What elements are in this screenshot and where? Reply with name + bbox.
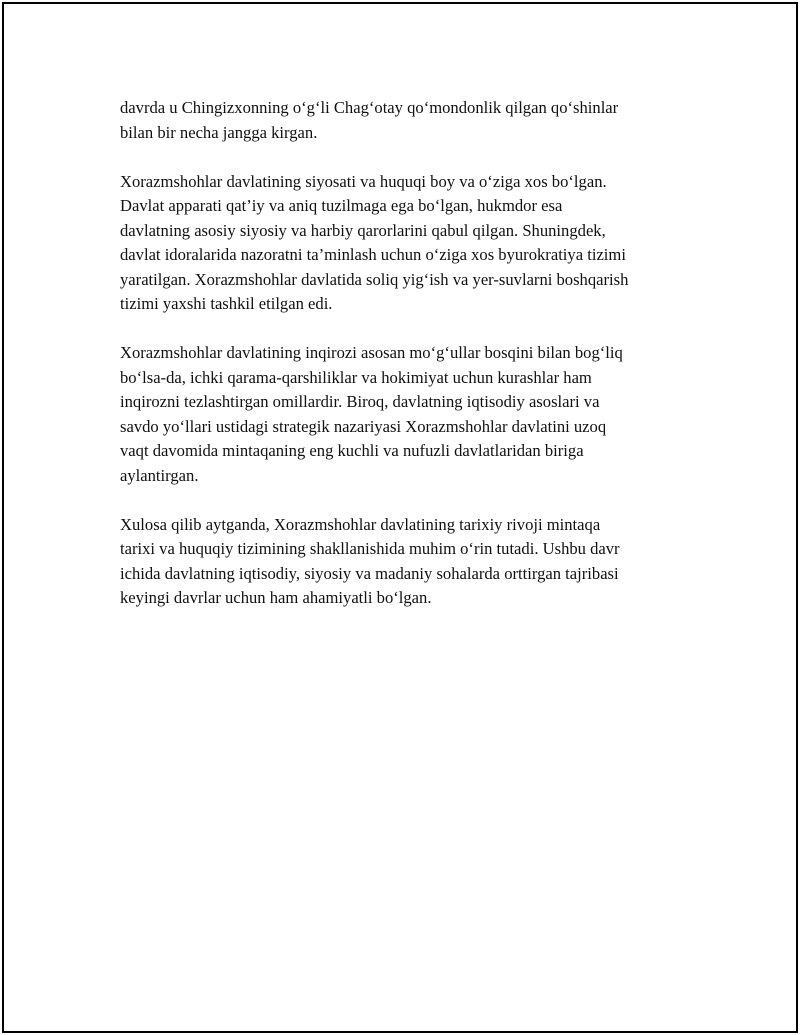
text-line: bo‘lsa-da, ichki qarama-qarshiliklar va hokimiyat uchun kurashlar ham [120,367,592,387]
text-line: ichida davlatning iqtisodiy, siyosiy va madaniy sohalarda orttirgan tajribasi [120,563,619,583]
text-line: davrda u Chingizxonning o‘g‘li Chag‘otay qo‘mondonlik qilgan qo‘shinlar [120,98,619,117]
text-line: davlatning asosiy siyosiy va harbiy qarorlarini qabul qilgan. Shuningdek, [120,220,606,240]
paragraph-3 [120,341,700,488]
text-line: Xorazmshohlar davlatining siyosati va huquqi boy va o‘ziga xos bo‘lgan. [120,171,607,191]
text-line: keyingi davrlar uchun ham ahamiyatli bo‘lgan. [120,588,432,607]
text-line: aylantirgan. [120,465,199,485]
text-line: bilan bir necha jangga kirgan. [120,122,318,142]
document-page [2,2,798,1033]
text-line: Xulosa qilib aytganda, Xorazmshohlar davlatining tarixiy rivoji mintaqa [120,514,601,534]
text-line: yaratilgan. Xorazmshohlar davlatida soliq yig‘ish va yer-suvlarni boshqarish [120,269,629,289]
text-line: davlat idoralarida nazoratni ta’minlash uchun o‘ziga xos byurokratiya tizimi [120,245,626,264]
document-body [120,96,700,635]
paragraph-4 [120,513,700,611]
text-line: vaqt davomida mintaqaning eng kuchli va nufuzli davlatlaridan biriga [120,441,584,460]
text-line: inqirozni tezlashtirgan omillardir. Biroq, davlatning iqtisodiy asoslari va [120,392,600,411]
paragraph-1 [120,96,700,145]
text-line: Davlat apparati qat’iy va aniq tuzilmaga ega bo‘lgan, hukmdor esa [120,196,563,215]
text-line: tarixi va huquqiy tizimining shakllanishida muhim o‘rin tutadi. Ushbu davr [120,539,620,558]
text-line: savdo yo‘llari ustidagi strategik nazariyasi Xorazmshohlar davlatini uzoq [120,416,607,436]
text-line: Xorazmshohlar davlatining inqirozi asosan mo‘g‘ullar bosqini bilan bog‘liq [120,343,623,362]
text-line: tizimi yaxshi tashkil etilgan edi. [120,294,333,313]
paragraph-2 [120,170,700,317]
